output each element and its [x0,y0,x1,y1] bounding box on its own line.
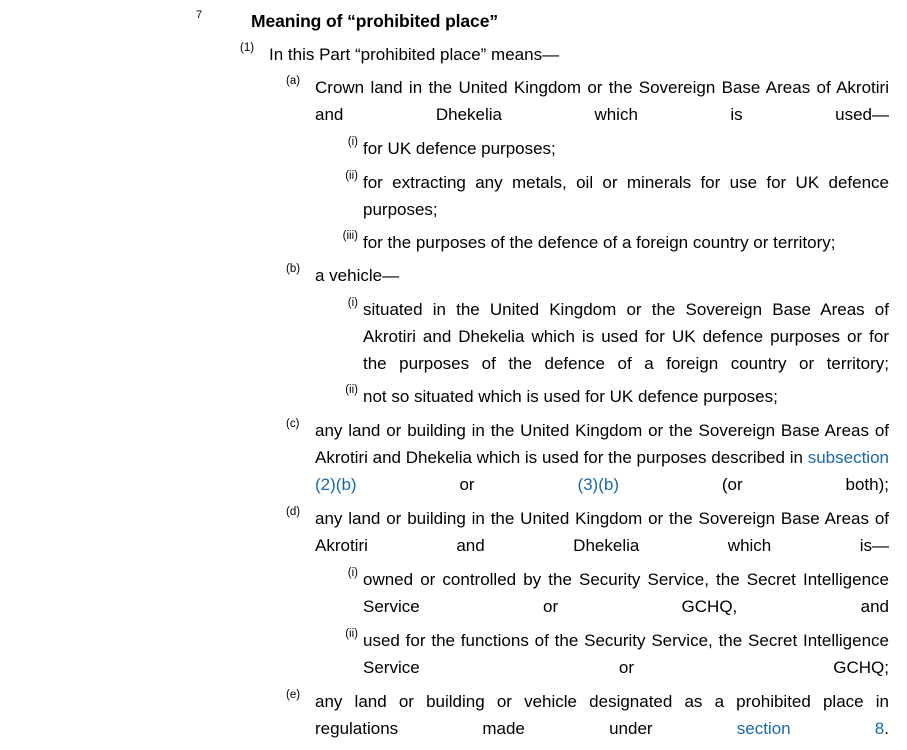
paragraph-a-item-i [347,135,889,162]
paragraph-a-item-iii-marker: (iii) [342,230,358,242]
paragraph-d-item-i-marker: (i) [347,567,358,579]
paragraph-b-item-i-marker: (i) [347,297,358,309]
paragraph-c-text-before: any land or building in the United Kingdom or the Sovereign Base Areas of Akrotiri and Dhekelia which is used for the purposes described in [315,421,889,467]
paragraph-c-text-after: (or both); [619,475,889,494]
paragraph-e-text-before: any land or building or vehicle designated as a prohibited place in regulations made under [315,692,889,738]
paragraph-b [286,262,889,289]
paragraph-b-text: a vehicle— [315,266,400,285]
paragraph-a-marker: (a) [286,75,301,87]
paragraph-b-marker: (b) [286,263,301,275]
paragraph-e-text [315,688,889,750]
paragraph-d-marker: (d) [286,506,301,518]
paragraph-e [286,688,889,750]
paragraph-e-marker: (e) [286,689,301,701]
paragraph-c-text-between: or [356,475,578,494]
paragraph-b-item-ii-marker: (ii) [345,384,358,396]
paragraph-b-item-i-text: situated in the United Kingdom or the Sovereign Base Areas of Akrotiri and Dhekelia which is used for UK defence purposes or for the purposes of the defence of a foreign country or territory; [363,300,889,373]
paragraph-c-marker: (c) [286,418,300,430]
section-number: 7 [196,9,203,21]
paragraph-a-text: Crown land in the United Kingdom or the Sovereign Base Areas of Akrotiri and Dhekelia which is used— [315,78,889,124]
subsection-1-marker: (1) [240,42,255,54]
paragraph-a-item-iii [342,229,889,256]
paragraph-b-item-ii-text: not so situated which is used for UK defence purposes; [363,387,778,406]
paragraph-a-item-i-marker: (i) [347,136,358,148]
paragraph-b-item-ii [345,383,889,410]
paragraph-e-text-after: . [884,719,889,738]
link-subsection-3b[interactable]: (3)(b) [577,475,619,494]
subsection-1 [240,41,889,68]
paragraph-d-item-ii-marker: (ii) [345,628,358,640]
link-subsection-2b[interactable]: subsection (2)(b) [315,448,889,494]
paragraph-d-text: any land or building in the United Kingdom or the Sovereign Base Areas of Akrotiri and Dhekelia which is— [315,509,889,555]
paragraph-d-item-ii-text: used for the functions of the Security Service, the Secret Intelligence Service or GCHQ; [363,631,889,677]
paragraph-a-item-ii-marker: (ii) [345,170,358,182]
paragraph-a-item-ii-text: for extracting any metals, oil or minerals for use for UK defence purposes; [363,173,889,219]
link-section-8[interactable]: section 8 [736,719,885,738]
subsection-1-text: In this Part “prohibited place” means— [269,45,560,64]
page-title: Meaning of “prohibited place” [251,11,498,31]
paragraph-a-item-i-text: for UK defence purposes; [363,139,556,158]
paragraph-a-item-iii-text: for the purposes of the defence of a foreign country or territory; [363,233,836,252]
paragraph-d-item-i-text: owned or controlled by the Security Service, the Secret Intelligence Service or GCHQ, and [363,570,889,616]
